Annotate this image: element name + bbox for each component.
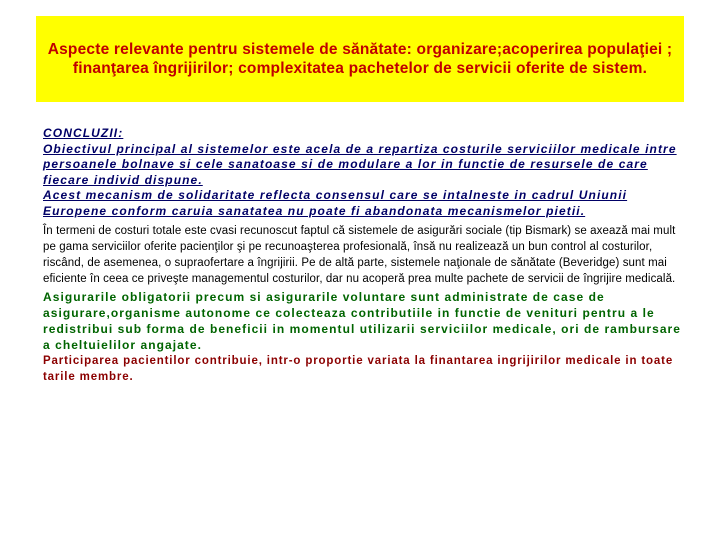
paragraph-costs: În termeni de costuri totale este cvasi recunoscut faptul că sistemele de asigurări sociale (tip Bismark) se axează mai mult pe gama serviciilor oferite pacienţilor şi pe recunoaşterea profesională, însă nu realizează un bun control al costurilor, riscând, de asemenea, o supraofertare a îngrijirii. Pe de altă parte, sistemele naţionale de sănătate (Beveridge) sunt mai eficiente în ceea ce priveşte managementul costurilor, dar nu acoperă prea multe pachete de servicii de îngrijire medicală. (43, 225, 676, 285)
title-banner (36, 16, 684, 102)
slide-title: Aspecte relevante pentru sistemele de sănătate: organizare;acoperirea populaţiei ; finanţarea îngrijirilor; complexitatea pachetelor de servicii oferite de sistem. (47, 41, 673, 77)
paragraph-insurance: Asigurarile obligatorii precum si asigurarile voluntare sunt administrate de case de asigurare,organisme autonome ce colecteaza contributiile in functie de venituri pentru a le redistribui sub forma de beneficii in momentul utilizarii serviciilor medicale, ori de rambursare a cheltuielilor angajate. (43, 290, 681, 352)
slide-content (43, 126, 683, 385)
paragraph-participation: Participarea pacientilor contribuie, intr-o proportie variata la finantarea ingrijirilor medicale in toate tarile membre. (43, 355, 674, 383)
conclusions-heading: CONCLUZII: (43, 126, 124, 140)
paragraph-objective: Obiectivul principal al sistemelor este acela de a repartiza costurile serviciilor medicale intre persoanele bolnave si cele sanatoase si de modulare a lor in functie de resursele de care fiecare individ dispune. (43, 141, 677, 187)
paragraph-solidarity: Acest mecanism de solidaritate reflecta consensul care se intalneste in cadrul Uniunii Europene conform caruia sanatatea nu poate fi abandonata mecanismelor pietii. (43, 188, 628, 218)
